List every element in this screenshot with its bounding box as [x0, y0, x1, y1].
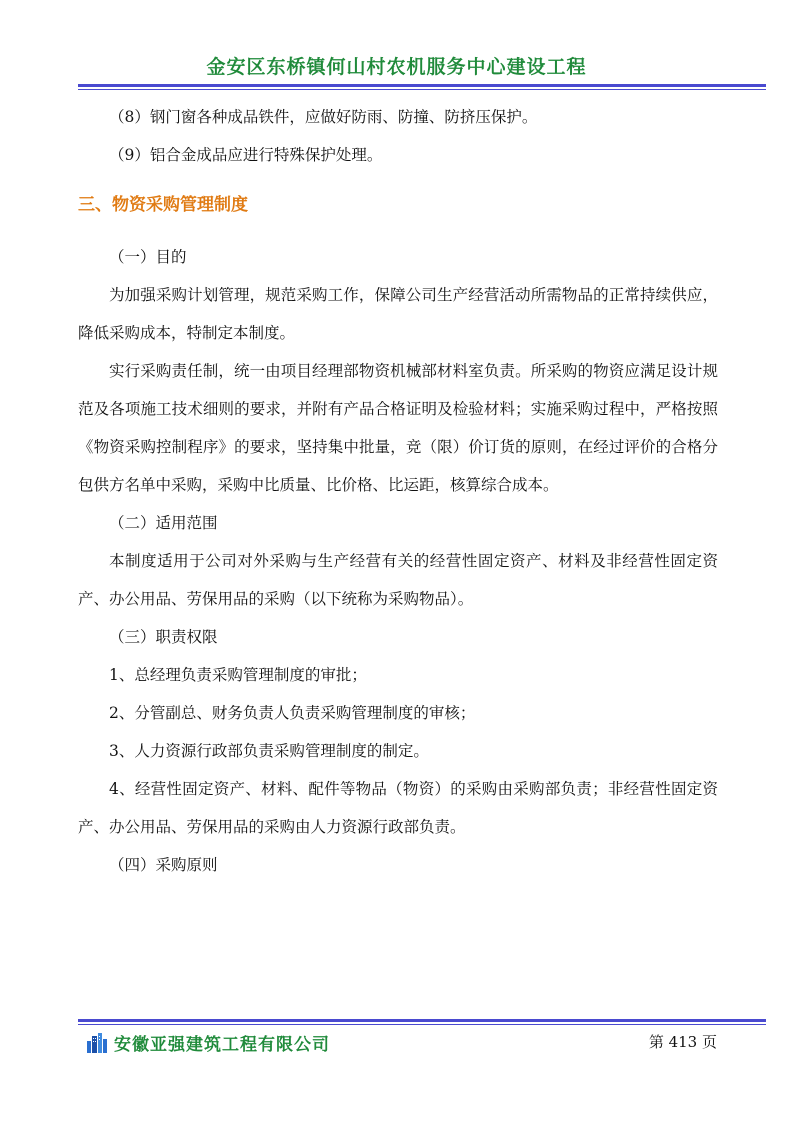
subsection-heading: （二）适用范围 — [109, 514, 218, 532]
section-heading: 三、物资采购管理制度 — [78, 195, 248, 215]
header-rule-thin — [78, 89, 766, 90]
paragraph: 实行采购责任制，统一由项目经理部物资机械部材料室负责。所采购的物资应满足设计规范及各项施工技术细则的要求，并附有产品合格证明及检验材料；实施采购过程中，严格按照《物资采购控制程序》的要求，坚持集中批量，竞（限）价订货的原则，在经过评价的合格分包供方名单中采购，采购中比质量、比价格、比运距，核算综合成本。 — [78, 362, 718, 494]
list-item: 4、经营性固定资产、材料、配件等物品（物资）的采购由采购部负责；非经营性固定资产、办公用品、劳保用品的采购由人力资源行政部负责。 — [78, 780, 718, 836]
subsection-heading: （三）职责权限 — [109, 628, 218, 646]
list-item: （8）钢门窗各种成品铁件，应做好防雨、防撞、防挤压保护。 — [109, 108, 538, 126]
footer-rule-thick — [78, 1019, 766, 1022]
subsection-heading: （四）采购原则 — [109, 856, 218, 874]
footer-rule-thin — [78, 1024, 766, 1025]
paragraph: 本制度适用于公司对外采购与生产经营有关的经营性固定资产、材料及非经营性固定资产、办公用品、劳保用品的采购（以下统称为采购物品）。 — [78, 552, 718, 608]
page-number: 第 413 页 — [648, 1033, 717, 1051]
list-item: 1、总经理负责采购管理制度的审批； — [109, 666, 367, 684]
building-logo-icon — [86, 1032, 108, 1054]
list-item: 2、分管副总、财务负责人负责采购管理制度的审核； — [109, 704, 476, 722]
footer-company — [86, 1030, 330, 1055]
footer-company-name: 安徽亚强建筑工程有限公司 — [114, 1035, 330, 1055]
list-item: （9）铝合金成品应进行特殊保护处理。 — [109, 146, 383, 164]
list-item: 3、人力资源行政部负责采购管理制度的制定。 — [109, 742, 429, 760]
header-rule-thick — [78, 84, 766, 87]
subsection-heading: （一）目的 — [109, 248, 187, 266]
document-header-title: 金安区东桥镇何山村农机服务中心建设工程 — [206, 56, 587, 78]
paragraph: 为加强采购计划管理，规范采购工作，保障公司生产经营活动所需物品的正常持续供应，降低采购成本，特制定本制度。 — [78, 286, 718, 342]
document-body — [78, 98, 718, 884]
